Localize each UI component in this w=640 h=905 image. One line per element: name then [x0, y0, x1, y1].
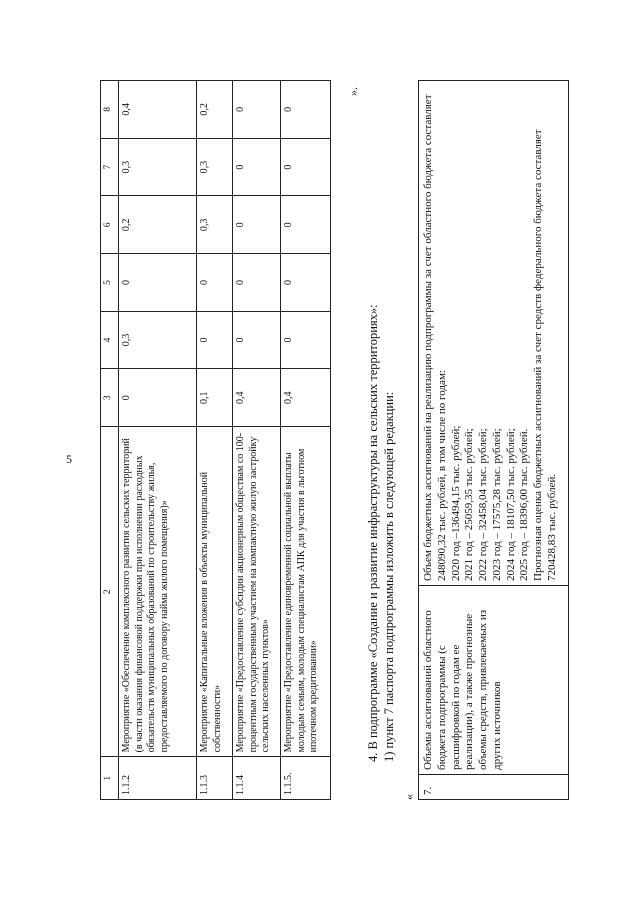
value-cell: 0,4 [233, 369, 281, 427]
row-number: 1.1.2 [119, 757, 197, 800]
header-cell: 5 [101, 254, 119, 311]
row-text: Мероприятие «Предоставление единовременной социальной выплаты молодым семьям, молодым специалистам АПК для участия в льготном ипотечном кредитовании» [281, 427, 331, 757]
header-cell: 3 [101, 369, 119, 427]
content-line: Прогнозная оценка бюджетных ассигнований за счет средств федерального бюджета составляет 720428,83 тыс. рублей. [532, 129, 558, 581]
section-instruction: 1) пункт 7 паспорта подпрограммы изложить в следующей редакции: [382, 391, 396, 762]
opening-quote: « [402, 794, 416, 800]
value-cell: 0 [197, 254, 233, 311]
table-row [233, 81, 281, 800]
indicators-table [100, 80, 331, 800]
value-cell: 0 [281, 311, 331, 369]
value-cell: 0 [281, 81, 331, 139]
row-number: 1.1.3 [197, 757, 233, 800]
passport-table [418, 80, 569, 800]
row-number: 1.1.4 [233, 757, 281, 800]
table-row [197, 81, 233, 800]
rotated-content [100, 80, 570, 800]
value-cell: 0 [119, 254, 197, 311]
table-row [281, 81, 331, 800]
header-cell: 4 [101, 311, 119, 369]
value-cell: 0 [233, 196, 281, 254]
header-cell: 2 [101, 427, 119, 757]
value-cell: 0 [281, 254, 331, 311]
value-cell: 0,2 [119, 196, 197, 254]
value-cell: 0,4 [281, 369, 331, 427]
content-line: 2025 год – 18396,00 тыс. рублей. [518, 428, 531, 581]
closing-quote: ». [346, 87, 360, 96]
value-cell: 0,4 [119, 81, 197, 139]
content-line: 2021 год – 25059,35 тыс. рублей; [463, 428, 476, 581]
value-cell: 0,2 [197, 81, 233, 139]
item-number: 7. [419, 775, 569, 800]
page-number: 5 [66, 452, 72, 466]
row-text: Мероприятие «Обеспечение комплексного развития сельских территорий (в части оказания финансовой поддержки при исполнении расходных обязательств муниципальных образований по строительству жилья, предоставляемого по договору найма жилого помещения)» [119, 427, 197, 757]
content-line: 2024 год – 18107,50 тыс. рублей; [504, 428, 517, 581]
row-number: 1.1.5. [281, 757, 331, 800]
value-cell: 0 [281, 196, 331, 254]
content-line: 2020 год –136494,15 тыс. рублей; [449, 425, 462, 581]
table-row [119, 81, 197, 800]
header-cell: 6 [101, 196, 119, 254]
content-line: 2022 год – 32458,04 тыс. рублей; [477, 428, 489, 581]
value-cell: 0 [197, 311, 233, 369]
row-text: Мероприятие «Предоставление субсидии акционерным обществам со 100-процентным государственным участием на компактную жилую застройку сельских населенных пунктов» [233, 427, 281, 757]
value-cell: 0,3 [197, 196, 233, 254]
value-cell: 0,1 [197, 369, 233, 427]
header-cell: 7 [101, 138, 119, 196]
item-label: Объемы ассигнований областного бюджета подпрограммы (с расшифровкой по годам ее реализации), а также прогнозные объемы средств, привлекаемых из других источников [419, 586, 569, 775]
value-cell: 0 [233, 81, 281, 139]
content-line: Объем бюджетных ассигнований на реализацию подпрограммы за счет областного бюджета составляет 248090,32 тыс. рублей, в том числе по годам: [422, 94, 448, 581]
value-cell: 0 [233, 311, 281, 369]
value-cell: 0 [281, 138, 331, 196]
value-cell: 0 [233, 254, 281, 311]
content-line: 2023 год – 17575,28 тыс. рублей; [490, 428, 503, 581]
table-row [419, 81, 569, 800]
item-content [419, 81, 569, 586]
value-cell: 0,3 [119, 138, 197, 196]
header-cell: 1 [101, 757, 119, 800]
value-cell: 0 [119, 369, 197, 427]
value-cell: 0,3 [119, 311, 197, 369]
row-text: Мероприятие «Капитальные вложения в объекты муниципальной собственности» [197, 427, 233, 757]
table-header-row [101, 81, 119, 800]
value-cell: 0,3 [197, 138, 233, 196]
header-cell: 8 [101, 81, 119, 139]
value-cell: 0 [233, 138, 281, 196]
section-heading: 4. В подпрограмме «Создание и развитие инфраструктуры на сельских территориях»: [366, 304, 380, 762]
